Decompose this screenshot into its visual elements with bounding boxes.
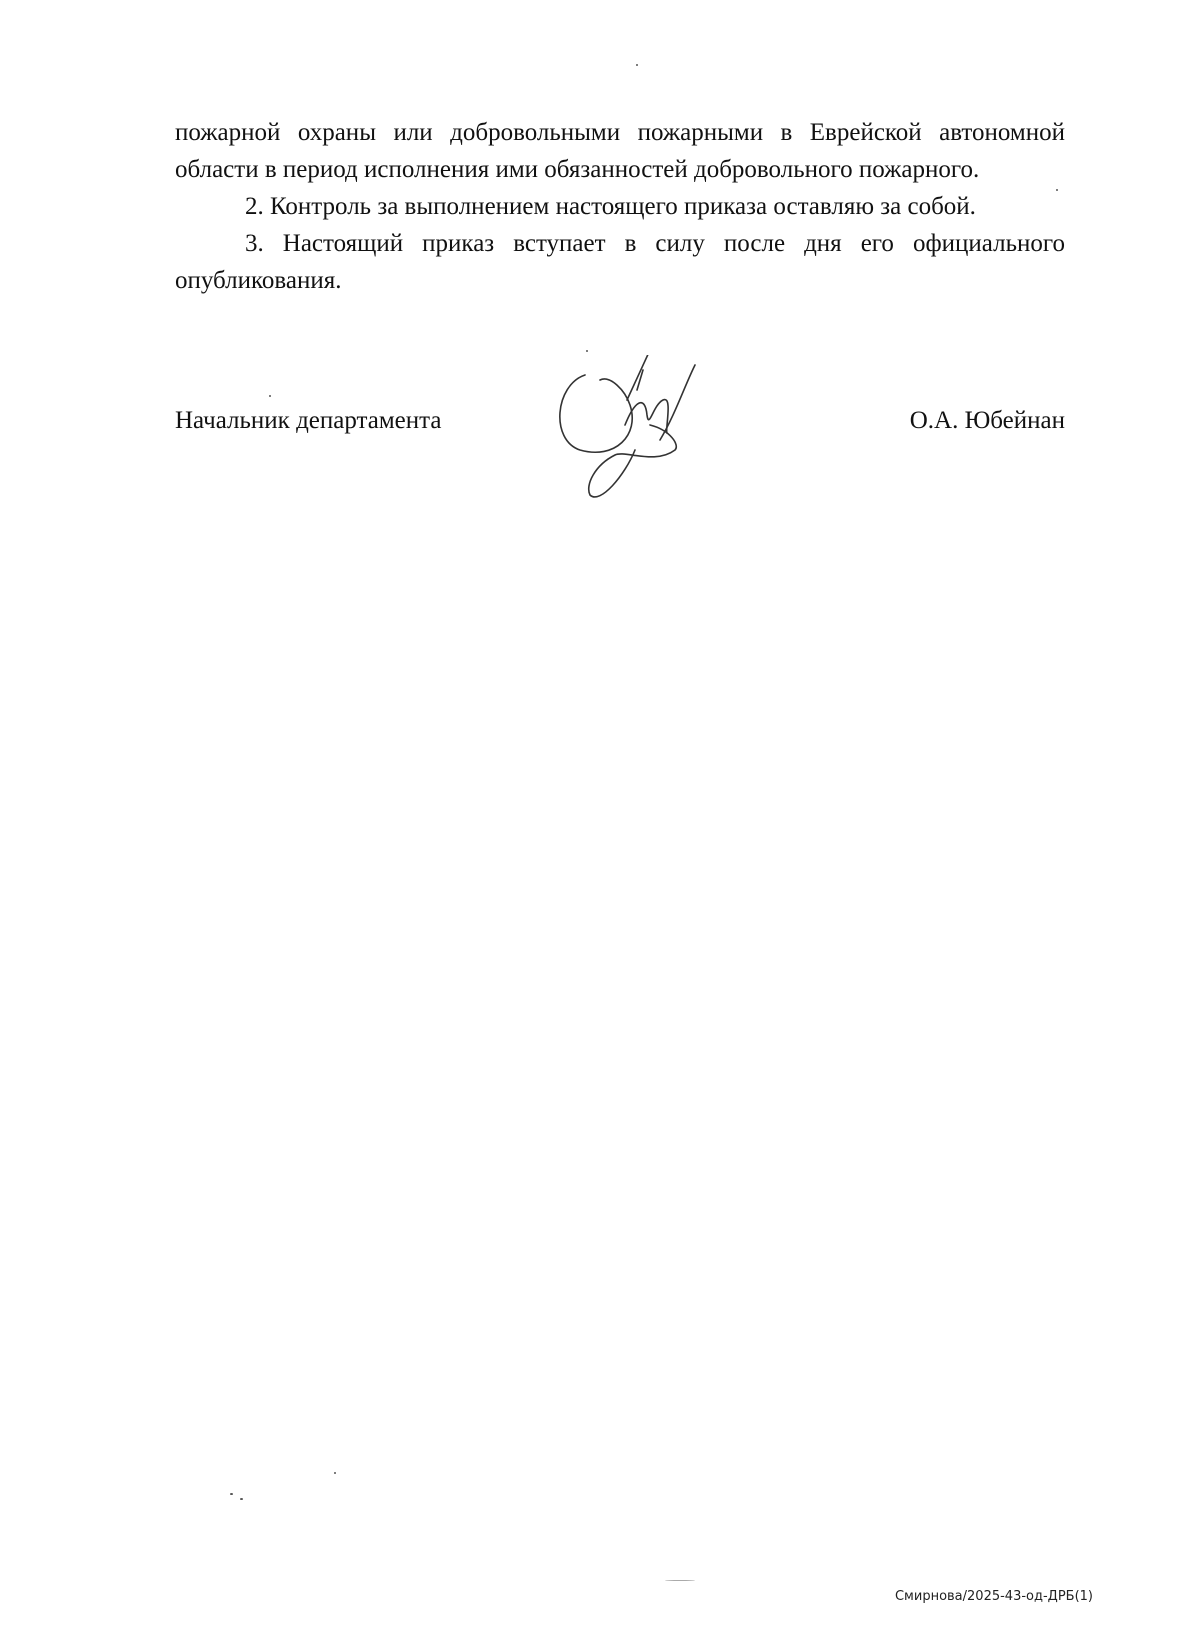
scan-speck (334, 1472, 336, 1474)
scan-speck (230, 1493, 233, 1495)
document-body (175, 114, 1065, 299)
paragraph-item-3: 3. Настоящий приказ вступает в силу после дня его официального опубликования. (175, 230, 1065, 294)
paragraph-item-2: 2. Контроль за выполнением настоящего приказа оставляю за собой. (245, 193, 976, 220)
scan-speck (636, 64, 638, 66)
position-title: Начальник департамента (175, 407, 442, 434)
scan-speck (665, 1580, 695, 1581)
scan-speck (269, 395, 271, 397)
paragraph-continuation: пожарной охраны или добровольными пожарными в Еврейской автономной области в период исполнения ими обязанностей добровольного пожарного. (175, 119, 1065, 183)
scan-speck (240, 1498, 243, 1500)
footer-document-code: Смирнова/2025-43-од-ДРБ(1) (894, 1589, 1093, 1604)
signer-name: О.А. Юбейнан (909, 407, 1065, 434)
scan-speck (586, 350, 588, 352)
handwritten-signature (555, 355, 735, 505)
scan-speck (1056, 189, 1058, 191)
